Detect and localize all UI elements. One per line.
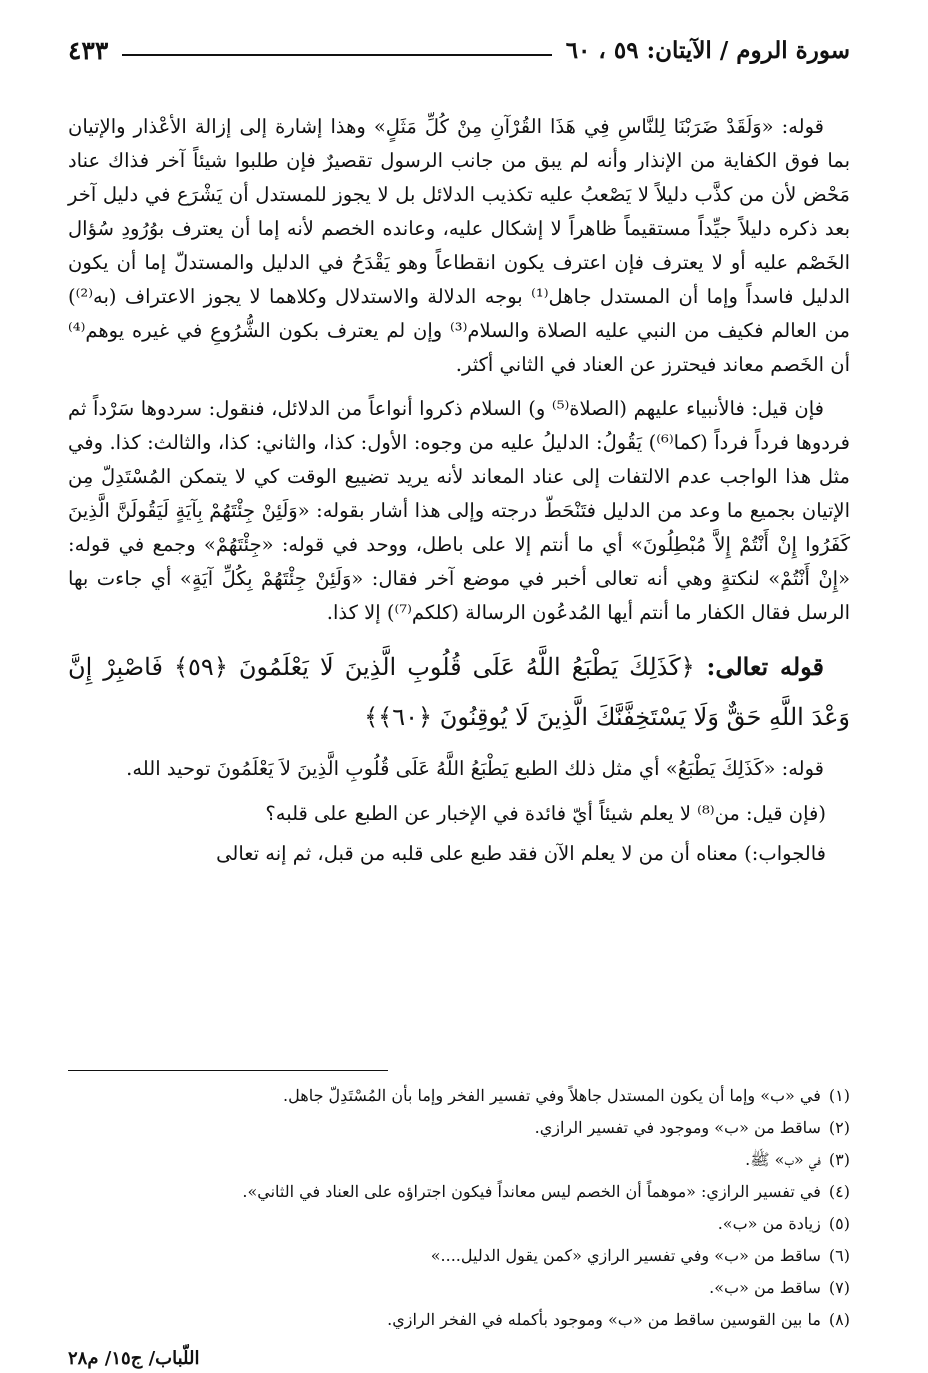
running-header — [68, 30, 850, 70]
footnote-number: (٦) — [828, 1246, 850, 1265]
footnote-number: (٨) — [828, 1310, 850, 1329]
footnote-text: زيادة من «ب». — [717, 1214, 821, 1233]
header-rule — [122, 54, 551, 56]
quran-verse — [68, 642, 850, 742]
page — [68, 30, 850, 1373]
footnote-number: (٤) — [828, 1182, 850, 1201]
footnote-text: ما بين القوسين ساقط من «ب» وموجود بأكمله في الفخر الرازي. — [387, 1310, 821, 1329]
footnote-number: (١) — [828, 1086, 850, 1105]
verse-label: قوله تعالى: — [706, 652, 824, 681]
footnote — [68, 1240, 850, 1272]
footnote-number: (٢) — [828, 1118, 850, 1137]
footnote-text: في تفسير الرازي: «موهماً أن الخصم ليس معانداً فيكون اجتراؤه على العناد في الثاني». — [242, 1182, 821, 1201]
footnote-text: في «ب» ﷺ. — [745, 1150, 821, 1169]
footnote-separator — [68, 1070, 388, 1071]
footnote-text: ساقط من «ب». — [709, 1278, 821, 1297]
footnote — [68, 1176, 850, 1208]
volume-signature: اللّباب/ ج١٥/ م٢٨ — [68, 1348, 200, 1369]
paragraph-1: قوله: «وَلَقَدْ ضَرَبْنَا لِلنَّاسِ فِي هَذَا القُرْآنِ مِنْ كُلِّ مَثَلٍ» وهذا إشارة إلى إزالة الأعْذار والإتيان بما فوق الكفاية من الإنذار وأنه لم يبق من جانب الرسول تقصيرٌ فإن طلبوا شيئاً آخر فذاك عناد مَحْض لأن من كذَّب دليلاً لا يَصْعبُ عليه تكذيب الدلائل بل لا يجوز للمستدل أن يَشْرَع في دليل آخر بعد ذكره دليلاً جيِّداً مستقيماً ظاهراً لا إشكال عليه، وعانده الخصم لأنه إما أن يعترف بوُرُودِ سُؤال الخَصْم عليه أو لا يعترف فإن اعترف يكون انقطاعاً وهو يَقْدَحُ في الدليل والمستدلّ إما أن يكون الدليل فاسداً وإما أن المستدل جاهل⁽¹⁾ بوجه الدلالة والاستدلال وكلاهما لا يجوز الاعتراف (به⁽²⁾) من العالم فكيف من النبي عليه الصلاة والسلام⁽³⁾ وإن لم يعترف بكون الشُّرُوعِ في غيره يوهم⁽⁴⁾ أن الخَصم معاند فيحترز عن العناد في الثاني أكثر. — [68, 115, 851, 376]
footnote — [68, 1112, 850, 1144]
footnotes-list — [68, 1080, 850, 1336]
paragraph-5: فالجواب:) معناه أن من لا يعلم الآن فقد طبع على قلبه من قبل، ثم إنه تعالى — [216, 842, 826, 865]
footnote-text: في «ب» وإما أن يكون المستدل جاهلاً وفي تفسير الفخر وإما بأن المُسْتَدِلّ جاهل. — [283, 1086, 821, 1105]
footnote-text: ساقط من «ب» وفي تفسير الرازي «كمن يقول الدليل....» — [430, 1246, 821, 1265]
page-number: ٤٣٣ — [68, 35, 109, 65]
footnote — [68, 1304, 850, 1336]
main-text — [68, 110, 850, 876]
paragraph-3: قوله: «كَذَلِكَ يَطْبَعُ» أي مثل ذلك الطبع يَطْبَعُ اللَّهُ عَلَى قُلُوبِ الَّذِينَ لاَ يَعْلَمُونَ توحيد الله. — [126, 757, 824, 780]
footnote — [68, 1080, 850, 1112]
footnote — [68, 1144, 850, 1176]
footnote-text: ساقط من «ب» وموجود في تفسير الرازي. — [534, 1118, 821, 1137]
footnote-number: (٧) — [828, 1278, 850, 1297]
verse-text: ﴿كَذَلِكَ يَطْبَعُ اللَّهُ عَلَى قُلُوبِ الَّذِينَ لَا يَعْلَمُونَ ﴿٥٩﴾ فَاصْبِرْ إِنَّ وَعْدَ اللَّهِ حَقٌّ وَلَا يَسْتَخِفَّنَّكَ الَّذِينَ لَا يُوقِنُونَ ﴿٦٠﴾﴾ — [68, 653, 850, 731]
paragraph-2: فإن قيل: فالأنبياء عليهم (الصلاة⁽⁵⁾ و) السلام ذكروا أنواعاً من الدلائل، فنقول: سردوها سَرْداً ثم فردوها فرداً فرداً (كما⁽⁶⁾) يَقُولُ: الدليلُ عليه من وجوه: الأول: كذا، والثاني: كذا، والثالث: كذا. وفي مثل هذا الواجب عدم الالتفات إلى عناد المعاند لأنه يريد تضييع الوقت كي لا يتمكن المُسْتَدِلّ مِن الإتيان بجميع ما وعد من الدليل فتَنْحَطّ درجته وإلى هذا أشار بقوله: «وَلَئِنْ جِئْتَهُمْ بِآيَةٍ لَيَقُولَنَّ الَّذِينَ كَفَرُوا إِنْ أَنْتُمْ إِلاَّ مُبْطِلُونَ» أي ما أنتم إلا على باطل، ووحد في قوله: «جِئْتَهُمْ» وجمع في قوله: «إِنْ أَنْتُمْ» لنكتةٍ وهي أنه تعالى أخبر في موضع آخر فقال: «وَلَئِنْ جِئْتَهُمْ بِكُلِّ آيَةٍ» أي جاءت بها الرسل فقال الكفار ما أنتم أيها المُدعُون الرسالة (كلكم⁽⁷⁾) إلا كذا. — [68, 397, 850, 624]
footnote-number: (٥) — [828, 1214, 850, 1233]
footnote-number: (٣) — [828, 1150, 850, 1169]
running-title: سورة الروم / الآيتان: ٥٩ ، ٦٠ — [565, 36, 850, 64]
footnote — [68, 1272, 850, 1304]
footnote — [68, 1208, 850, 1240]
paragraph-4: (فإن قيل: من⁽⁸⁾ لا يعلم شيئاً أيّ فائدة في الإخبار عن الطبع على قلبه؟ — [265, 802, 826, 825]
